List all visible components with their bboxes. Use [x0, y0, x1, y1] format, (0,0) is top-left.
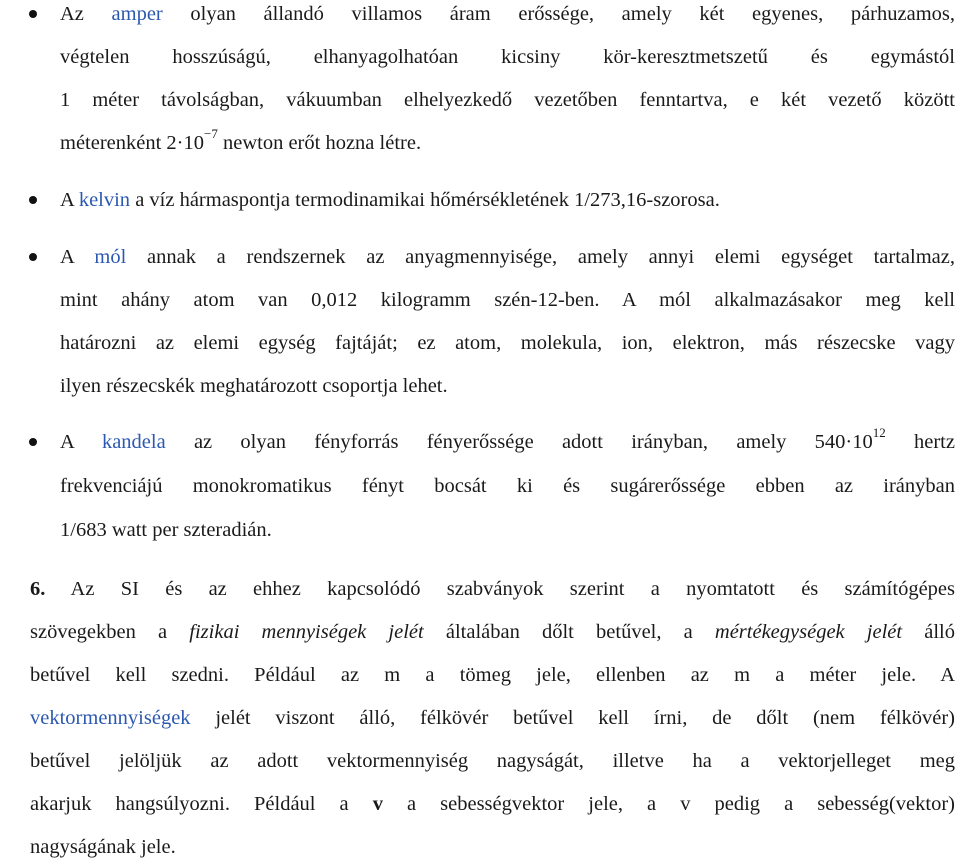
text-line [30, 618, 955, 646]
text-line [30, 661, 955, 689]
text-line [60, 286, 955, 314]
text-run: A [60, 431, 102, 453]
text-run: betűvel jelöljük az adott vektormennyiség nagyságát, illetve ha a vektorjelleget meg [30, 750, 955, 772]
text-run: betűvel kell szedni. Például az m a tömeg jele, ellenben az m a méter jele. A [30, 664, 955, 686]
text-run: általában dőlt betűvel, a [423, 621, 715, 643]
text-line [60, 472, 955, 500]
text-run: Az SI és az ehhez kapcsolódó szabványok szerint a nyomtatott és számítógépes [70, 578, 955, 600]
bullet-icon [29, 196, 37, 204]
text-run: 1 méter távolságban, vákuumban elhelyezkedő vezetőben fenntartva, e két vezető között [60, 89, 955, 111]
text-run: annak a rendszernek az anyagmennyisége, amely annyi elemi egységet tartalmaz, [126, 246, 955, 268]
text-run: végtelen hosszúságú, elhanyagolhatóan kicsiny kör-keresztmetszetű és egymástól [60, 46, 955, 68]
exponent: 12 [872, 425, 886, 440]
text-run: akarjuk hangsúlyozni. Például a [30, 793, 373, 815]
term-link[interactable]: vektormennyiségek [30, 707, 191, 729]
text-run: mint ahány atom van 0,012 kilogramm szén-12-ben. A mól alkalmazásakor meg kell [60, 289, 955, 311]
text-line [30, 790, 955, 818]
text-line [30, 833, 955, 861]
term-link[interactable]: mól [94, 246, 127, 268]
text-run: álló [902, 621, 955, 643]
text-line [30, 704, 955, 732]
bold-symbol: v [372, 793, 383, 815]
text-line [60, 43, 955, 71]
text-run: 1/683 watt per szteradián. [60, 519, 272, 541]
text-run: a víz hármaspontja termodinamikai hőmérsékletének 1/273,16-szorosa. [130, 189, 720, 211]
text-line [71, 578, 955, 600]
text-run: ilyen részecskék meghatározott csoportja lehet. [60, 375, 448, 397]
text-line [60, 372, 955, 400]
text-run: Az [60, 3, 112, 25]
text-line [60, 329, 955, 357]
text-line [60, 0, 955, 28]
text-line [60, 243, 955, 271]
text-run: szövegekben a [30, 621, 190, 643]
text-run: határozni az elemi egység fajtáját; ez atom, molekula, ion, elektron, más részecske vagy [60, 332, 955, 354]
text-run: méterenként 2·10 [60, 132, 205, 154]
text-run: olyan állandó villamos áram erőssége, amely két egyenes, párhuzamos, [162, 3, 955, 25]
text-line [60, 425, 955, 456]
italic-text: fizikai mennyiségek jelét [189, 621, 424, 643]
term-link[interactable]: kelvin [78, 189, 131, 211]
text-run: frekvenciájú monokromatikus fényt bocsát ki és sugárerőssége ebben az irányban [60, 475, 955, 497]
text-run: a sebességvektor jele, a v pedig a sebesség(vektor) [382, 793, 955, 815]
text-line [30, 747, 955, 775]
bullet-icon [29, 10, 37, 18]
text-line [60, 126, 955, 157]
term-link[interactable]: kandela [101, 431, 166, 453]
text-run: az olyan fényforrás fényerőssége adott irányban, amely 540·10 [165, 431, 873, 453]
section-first-line [30, 575, 955, 603]
italic-text: mértékegységek jelét [714, 621, 903, 643]
text-run: newton erőt hozna létre. [217, 132, 422, 154]
exponent: −7 [204, 126, 218, 141]
text-line [60, 86, 955, 114]
text-run: nagyságának jele. [30, 836, 176, 858]
text-run: A [60, 246, 95, 268]
bullet-icon [29, 438, 37, 446]
text-run: jelét viszont álló, félkövér betűvel kell írni, de dőlt (nem félkövér) [190, 707, 955, 729]
text-run: hertz [885, 431, 955, 453]
bullet-icon [29, 253, 37, 261]
section-number: 6. [30, 578, 46, 600]
text-run: A [60, 189, 79, 211]
text-line [60, 516, 955, 544]
term-link[interactable]: amper [111, 3, 163, 25]
text-line [60, 186, 955, 214]
